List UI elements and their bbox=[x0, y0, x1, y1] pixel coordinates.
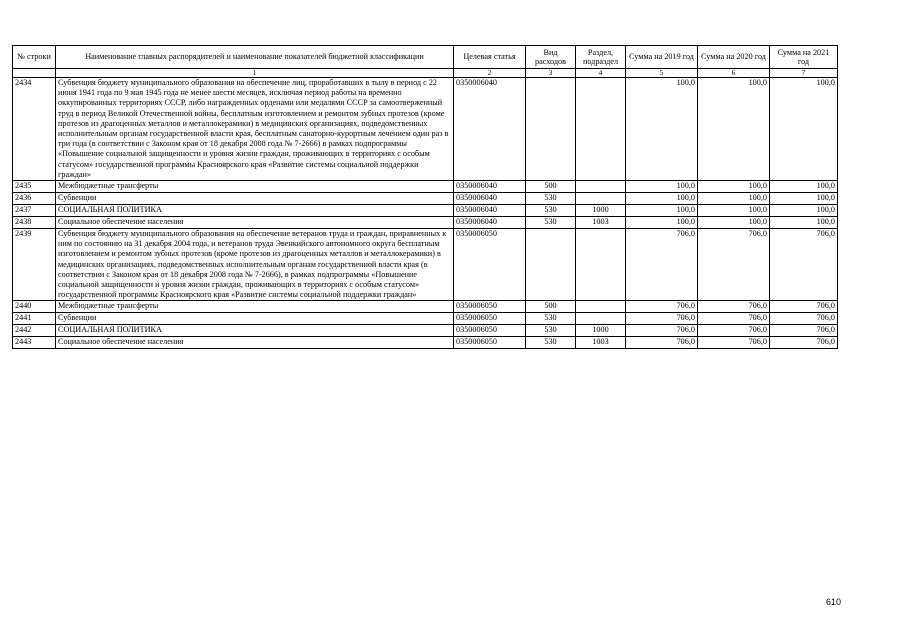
row-section bbox=[576, 78, 626, 181]
row-sum-2019: 100,0 bbox=[626, 78, 698, 181]
row-sum-2021: 100,0 bbox=[770, 205, 838, 217]
row-target-article: 0350006040 bbox=[454, 181, 526, 193]
row-sum-2021: 100,0 bbox=[770, 181, 838, 193]
row-number: 2441 bbox=[13, 313, 56, 325]
column-number: 6 bbox=[698, 69, 770, 78]
row-sum-2020: 100,0 bbox=[698, 205, 770, 217]
row-number: 2434 bbox=[13, 78, 56, 181]
row-sum-2019: 706,0 bbox=[626, 337, 698, 349]
row-number: 2439 bbox=[13, 229, 56, 301]
row-sum-2020: 706,0 bbox=[698, 313, 770, 325]
header-name: Наименование главных распорядителей и наименование показателей бюджетной классификации bbox=[56, 46, 454, 69]
row-section: 1000 bbox=[576, 205, 626, 217]
row-name: Социальное обеспечение населения bbox=[56, 337, 454, 349]
header-row-number: № строки bbox=[13, 46, 56, 69]
page-number: 610 bbox=[826, 597, 842, 607]
header-target-article: Целевая статья bbox=[454, 46, 526, 69]
row-sum-2021: 706,0 bbox=[770, 229, 838, 301]
row-target-article: 0350006050 bbox=[454, 301, 526, 313]
row-sum-2019: 706,0 bbox=[626, 301, 698, 313]
row-sum-2019: 100,0 bbox=[626, 181, 698, 193]
row-name: Субвенции bbox=[56, 193, 454, 205]
row-number: 2435 bbox=[13, 181, 56, 193]
row-target-article: 0350006050 bbox=[454, 229, 526, 301]
column-number: 2 bbox=[454, 69, 526, 78]
row-number: 2442 bbox=[13, 325, 56, 337]
header-sum-2019: Сумма на 2019 год bbox=[626, 46, 698, 69]
column-number-row bbox=[13, 69, 838, 78]
row-name: Субвенция бюджету муниципального образования на обеспечение лиц, проработавших в тылу в период с 22 июня 1941 года по 9 мая 1945 года не менее шести месяцев, исключая период работы на временно оккупированных территориях СССР, либо награжденных орденами или медалями СССР за самоотверженный труд в период Великой Отечественной войны, бесплатным изготовлением и ремонтом зубных протезов (кроме протезов из драгоценных металлов и металлокерамики) в медицинских организациях, подведомственных исполнительным органам государственной власти края, бесплатным санаторно-курортным лечением один раз в три года (в соответствии с Законом края от 18 декабря 2008 года № 7-2666) в рамках подпрограммы «Повышение социальной защищенности и уровня жизни граждан, проживающих в территориях с особым статусом» государственной программы Красноярского края «Развитие системы социальной поддержки граждан» bbox=[56, 78, 454, 181]
row-name: Субвенция бюджету муниципального образования на обеспечение ветеранов труда и граждан, приравненных к ним по состоянию на 31 декабря 2004 года, и ветеранов труда Эвенкийского автономного округа бесплатным изготовлением и ремонтом зубных протезов (кроме протезов из драгоценных металлов и металлокерамики) в медицинских организациях, подведомственных исполнительным органам государственной власти края (в соответствии с Законом края от 18 декабря 2008 года № 7-2666), в рамках подпрограммы «Повышение социальной защищенности и уровня жизни граждан, проживающих в территориях с особым статусом» государственной программы Красноярского края «Развитие системы социальной поддержки граждан» bbox=[56, 229, 454, 301]
column-number: 1 bbox=[56, 69, 454, 78]
header-row bbox=[13, 46, 838, 69]
table-row bbox=[13, 325, 838, 337]
header-sum-2020: Сумма на 2020 год bbox=[698, 46, 770, 69]
row-sum-2020: 706,0 bbox=[698, 337, 770, 349]
row-sum-2020: 706,0 bbox=[698, 325, 770, 337]
table-row bbox=[13, 313, 838, 325]
column-number: 3 bbox=[526, 69, 576, 78]
table-row bbox=[13, 193, 838, 205]
row-sum-2019: 706,0 bbox=[626, 313, 698, 325]
row-sum-2021: 100,0 bbox=[770, 193, 838, 205]
row-expense-kind: 530 bbox=[526, 325, 576, 337]
row-target-article: 0350006040 bbox=[454, 78, 526, 181]
row-sum-2020: 706,0 bbox=[698, 229, 770, 301]
row-sum-2020: 100,0 bbox=[698, 193, 770, 205]
row-target-article: 0350006040 bbox=[454, 217, 526, 229]
row-section bbox=[576, 181, 626, 193]
column-number: 7 bbox=[770, 69, 838, 78]
row-sum-2021: 100,0 bbox=[770, 217, 838, 229]
row-sum-2020: 100,0 bbox=[698, 78, 770, 181]
row-sum-2020: 706,0 bbox=[698, 301, 770, 313]
header-expense-kind: Вид расходов bbox=[526, 46, 576, 69]
row-sum-2021: 706,0 bbox=[770, 337, 838, 349]
row-sum-2019: 706,0 bbox=[626, 229, 698, 301]
row-name: СОЦИАЛЬНАЯ ПОЛИТИКА bbox=[56, 205, 454, 217]
row-section bbox=[576, 313, 626, 325]
row-expense-kind: 500 bbox=[526, 301, 576, 313]
row-name: Социальное обеспечение населения bbox=[56, 217, 454, 229]
row-sum-2021: 706,0 bbox=[770, 301, 838, 313]
row-sum-2021: 706,0 bbox=[770, 313, 838, 325]
header-sum-2021: Сумма на 2021 год bbox=[770, 46, 838, 69]
table-row bbox=[13, 217, 838, 229]
row-target-article: 0350006040 bbox=[454, 193, 526, 205]
row-target-article: 0350006050 bbox=[454, 337, 526, 349]
table-row bbox=[13, 181, 838, 193]
row-number: 2443 bbox=[13, 337, 56, 349]
column-number: 5 bbox=[626, 69, 698, 78]
row-target-article: 0350006050 bbox=[454, 313, 526, 325]
table-row bbox=[13, 229, 838, 301]
row-sum-2019: 100,0 bbox=[626, 205, 698, 217]
budget-table bbox=[12, 45, 838, 349]
row-expense-kind: 500 bbox=[526, 181, 576, 193]
row-section: 1003 bbox=[576, 337, 626, 349]
row-section: 1000 bbox=[576, 325, 626, 337]
column-number bbox=[13, 69, 56, 78]
row-name: СОЦИАЛЬНАЯ ПОЛИТИКА bbox=[56, 325, 454, 337]
row-name: Межбюджетные трансферты bbox=[56, 181, 454, 193]
row-sum-2019: 706,0 bbox=[626, 325, 698, 337]
row-section bbox=[576, 193, 626, 205]
row-expense-kind: 530 bbox=[526, 337, 576, 349]
row-sum-2019: 100,0 bbox=[626, 193, 698, 205]
table-row bbox=[13, 301, 838, 313]
row-section bbox=[576, 229, 626, 301]
row-expense-kind: 530 bbox=[526, 193, 576, 205]
row-expense-kind: 530 bbox=[526, 313, 576, 325]
row-number: 2437 bbox=[13, 205, 56, 217]
header-section: Раздел, подраздел bbox=[576, 46, 626, 69]
table-row bbox=[13, 205, 838, 217]
row-number: 2436 bbox=[13, 193, 56, 205]
row-target-article: 0350006050 bbox=[454, 325, 526, 337]
row-sum-2020: 100,0 bbox=[698, 181, 770, 193]
row-section bbox=[576, 301, 626, 313]
table-row bbox=[13, 78, 838, 181]
row-sum-2021: 100,0 bbox=[770, 78, 838, 181]
row-expense-kind: 530 bbox=[526, 205, 576, 217]
row-expense-kind bbox=[526, 78, 576, 181]
row-expense-kind: 530 bbox=[526, 217, 576, 229]
row-name: Субвенции bbox=[56, 313, 454, 325]
row-sum-2021: 706,0 bbox=[770, 325, 838, 337]
column-number: 4 bbox=[576, 69, 626, 78]
row-sum-2019: 100,0 bbox=[626, 217, 698, 229]
row-target-article: 0350006040 bbox=[454, 205, 526, 217]
row-number: 2440 bbox=[13, 301, 56, 313]
row-expense-kind bbox=[526, 229, 576, 301]
row-section: 1003 bbox=[576, 217, 626, 229]
table-row bbox=[13, 337, 838, 349]
row-sum-2020: 100,0 bbox=[698, 217, 770, 229]
row-name: Межбюджетные трансферты bbox=[56, 301, 454, 313]
row-number: 2438 bbox=[13, 217, 56, 229]
